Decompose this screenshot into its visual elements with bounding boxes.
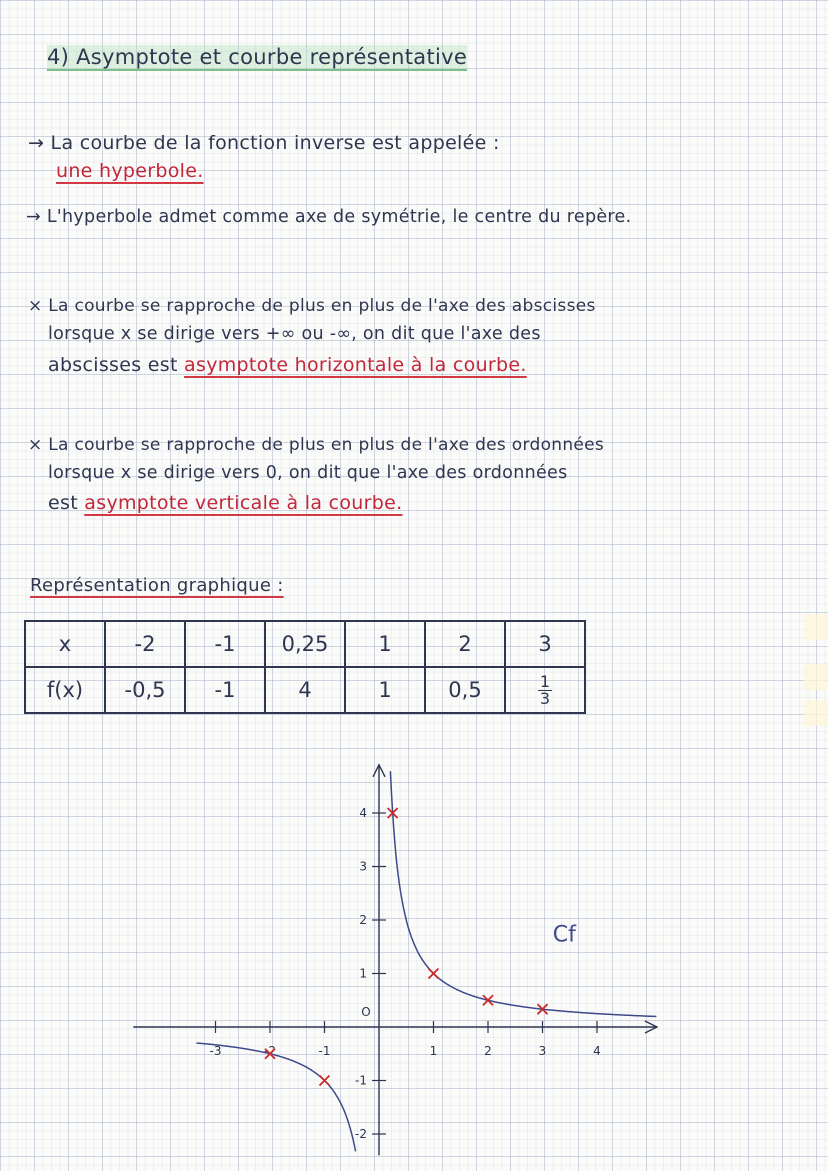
paragraph-3-line-3-start: abscisses est [48, 354, 178, 376]
section-title: 4) Asymptote et courbe représentative [47, 45, 468, 69]
paragraph-4-line-2: lorsque x se dirige vers 0, on dit que l'axe des ordonnées [48, 463, 568, 483]
y-tick-label: 2 [359, 913, 367, 927]
data-point-mark [429, 969, 439, 979]
horizontal-asymptote-statement: asymptote horizontale à la courbe. [184, 354, 527, 376]
table-cell: 4 [265, 667, 345, 713]
paragraph-3-line-1: × La courbe se rapproche de plus en plus de l'axe des abscisses [28, 296, 596, 316]
table-cell: -2 [105, 621, 185, 667]
paragraph-2-line-1: → L'hyperbole admet comme axe de symétrie, le centre du repère. [26, 207, 632, 227]
y-tick-label: -2 [355, 1127, 367, 1141]
data-point-mark [483, 995, 493, 1005]
y-tick-label: -1 [355, 1073, 367, 1088]
x-tick-label: 3 [538, 1044, 547, 1058]
table-cell: 1 [345, 667, 425, 713]
paragraph-4-line-1: × La courbe se rapproche de plus en plus de l'axe des ordonnées [28, 435, 605, 455]
table-cell: 1 [345, 621, 425, 667]
table-cell: -0,5 [105, 667, 185, 713]
row-header-fx: f(x) [25, 667, 105, 713]
fraction-denominator: 3 [539, 688, 551, 708]
x-tick-label: -2 [264, 1044, 276, 1058]
x-tick-label: 1 [429, 1044, 438, 1058]
curve-label-cf: Cf [552, 922, 576, 948]
vertical-asymptote-statement: asymptote verticale à la courbe. [84, 492, 403, 514]
origin-label: O [361, 1005, 371, 1019]
x-tick-label: -1 [318, 1044, 331, 1058]
paragraph-4-line-3-start: est [48, 492, 78, 514]
table-cell: 0,25 [265, 621, 345, 667]
data-point-mark [320, 1076, 330, 1086]
graph-heading: Représentation graphique : [30, 575, 284, 596]
row-header-x: x [25, 621, 105, 667]
y-tick-label: 3 [359, 859, 367, 874]
x-tick-label: 2 [484, 1044, 492, 1058]
table-cell: -1 [185, 667, 265, 713]
curve-negative-branch [196, 1043, 355, 1151]
paragraph-1-line-2: une hyperbole. [56, 160, 204, 182]
table-cell: -1 [185, 621, 265, 667]
paragraph-3-line-2: lorsque x se dirige vers +∞ ou -∞, on dit que l'axe des [48, 324, 541, 344]
y-tick-label: 4 [359, 806, 367, 820]
x-tick-label: 4 [593, 1044, 601, 1058]
table-cell: 0,5 [425, 667, 505, 713]
table-cell: 3 [505, 621, 585, 667]
fraction-numerator: 1 [539, 671, 551, 691]
paragraph-1-line-1: → La courbe de la fonction inverse est appelée : [28, 132, 500, 154]
table-cell: 2 [425, 621, 505, 667]
curve-positive-branch [390, 771, 656, 1016]
x-tick-label: -3 [209, 1044, 222, 1058]
y-tick-label: 1 [359, 966, 367, 981]
